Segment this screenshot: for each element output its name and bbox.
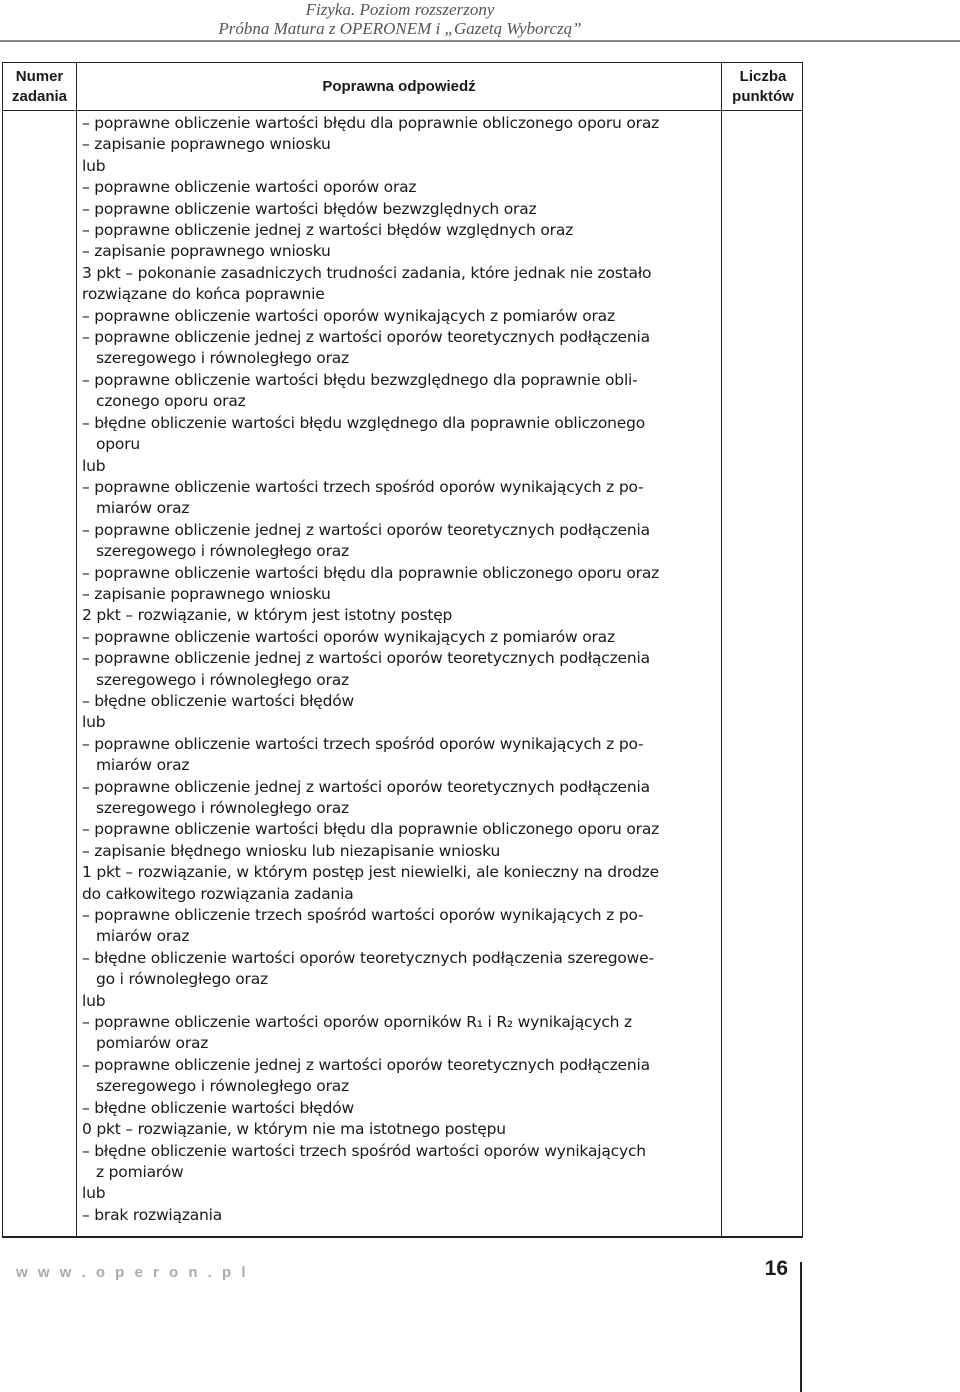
answer-line: – błędne obliczenie wartości trzech spośród wartości oporów wynikających xyxy=(82,1141,646,1160)
answer-line: – zapisanie poprawnego wniosku xyxy=(82,242,331,261)
column-header-line: zadania xyxy=(11,87,68,105)
answer-line: – poprawne obliczenie jednej z wartości błędów względnych oraz xyxy=(82,221,574,240)
answer-line: lub xyxy=(82,991,106,1010)
answer-line: pomiarów oraz xyxy=(96,1034,209,1053)
answer-line: – brak rozwiązania xyxy=(82,1205,223,1224)
page-number: 16 xyxy=(764,1257,788,1280)
answer-line: miarów oraz xyxy=(96,756,190,775)
answer-line: rozwiązane do końca poprawnie xyxy=(82,285,325,304)
page-margin-bar xyxy=(800,1262,802,1392)
answer-line: go i równoległego oraz xyxy=(96,970,268,989)
answer-line: lub xyxy=(82,713,106,732)
column-header-line: Numer xyxy=(15,67,64,85)
answer-line: – błędne obliczenie wartości oporów teoretycznych podłączenia szeregowe- xyxy=(82,948,654,967)
answer-line: szeregowego i równoległego oraz xyxy=(96,1077,349,1096)
header-rule xyxy=(0,40,960,42)
column-header-line: Liczba xyxy=(739,67,787,85)
footer-url: w w w . o p e r o n . p l xyxy=(16,1264,249,1281)
answer-line: – poprawne obliczenie jednej z wartości oporów teoretycznych podłączenia xyxy=(82,1055,650,1074)
column-header-points xyxy=(722,63,804,110)
answer-line: – poprawne obliczenie jednej z wartości oporów teoretycznych podłączenia xyxy=(82,777,650,796)
answer-line: 3 pkt – pokonanie zasadniczych trudności zadania, które jednak nie zostało xyxy=(82,263,652,282)
answer-line: – błędne obliczenie wartości błędów xyxy=(82,691,355,710)
answer-line: – poprawne obliczenie wartości błędu dla poprawnie obliczonego oporu oraz xyxy=(82,820,660,839)
answer-line: – poprawne obliczenie wartości trzech spośród oporów wynikających z po- xyxy=(82,734,644,753)
answer-line: 1 pkt – rozwiązanie, w którym postęp jest niewielki, ale konieczny na drodze xyxy=(82,863,659,882)
answer-line: – poprawne obliczenie wartości oporów oraz xyxy=(82,178,417,197)
answer-line: – poprawne obliczenie wartości oporów wynikających z pomiarów oraz xyxy=(82,306,615,325)
answer-line: z pomiarów xyxy=(96,1162,184,1181)
answer-line: – poprawne obliczenie wartości błędu dla poprawnie obliczonego oporu oraz xyxy=(82,563,660,582)
answer-line: lub xyxy=(82,1184,106,1203)
answer-line: – poprawne obliczenie jednej z wartości oporów teoretycznych podłączenia xyxy=(82,649,650,668)
answer-line: – zapisanie poprawnego wniosku xyxy=(82,135,331,154)
answer-line: – poprawne obliczenie wartości oporów oporników R₁ i R₂ wynikających z xyxy=(82,1013,632,1032)
header-subject: Fizyka. Poziom rozszerzony xyxy=(305,0,495,19)
header-exam-title: Próbna Matura z OPERONEM i „Gazetą Wyborczą” xyxy=(218,19,582,38)
answer-line: – poprawne obliczenie trzech spośród wartości oporów wynikających z po- xyxy=(82,906,644,925)
answer-line: szeregowego i równoległego oraz xyxy=(96,799,349,817)
column-header-task-number xyxy=(3,63,76,110)
answer-line: – błędne obliczenie wartości błędu względnego dla poprawnie obliczonego xyxy=(82,413,645,432)
answer-line: miarów oraz xyxy=(96,499,190,518)
answer-line: lub xyxy=(82,456,106,475)
column-header-correct-answer: Poprawna odpowiedź xyxy=(322,77,476,95)
answer-line: lub xyxy=(82,156,106,175)
answer-line: szeregowego i równoległego oraz xyxy=(96,542,349,561)
answer-line: – poprawne obliczenie wartości błędu bezwzględnego dla poprawnie obli- xyxy=(82,370,638,389)
answer-line: oporu xyxy=(96,435,141,454)
page-header xyxy=(0,0,800,38)
answer-line: – zapisanie poprawnego wniosku xyxy=(82,584,331,603)
answer-line: – poprawne obliczenie jednej z wartości oporów teoretycznych podłączenia xyxy=(82,328,650,347)
answer-line: – poprawne obliczenie wartości błędów bezwzględnych oraz xyxy=(82,199,537,218)
answer-line: miarów oraz xyxy=(96,927,190,946)
answer-line: do całkowitego rozwiązania zadania xyxy=(82,884,354,903)
answer-line: czonego oporu oraz xyxy=(96,392,246,411)
answer-line: 2 pkt – rozwiązanie, w którym jest istotny postęp xyxy=(82,606,453,625)
column-divider xyxy=(721,63,722,1236)
column-divider xyxy=(76,63,77,1236)
answer-line: 0 pkt – rozwiązanie, w którym nie ma istotnego postępu xyxy=(82,1120,506,1139)
answer-line: – zapisanie błędnego wniosku lub niezapisanie wniosku xyxy=(82,841,501,860)
answer-line: – poprawne obliczenie wartości trzech spośród oporów wynikających z po- xyxy=(82,477,644,496)
answer-line: szeregowego i równoległego oraz xyxy=(96,670,349,689)
answer-line: – poprawne obliczenie wartości oporów wynikających z pomiarów oraz xyxy=(82,627,615,646)
answer-line: szeregowego i równoległego oraz xyxy=(96,349,349,368)
answer-line: – poprawne obliczenie jednej z wartości oporów teoretycznych podłączenia xyxy=(82,520,650,539)
answer-text xyxy=(82,113,712,1226)
answer-line: – poprawne obliczenie wartości błędu dla poprawnie obliczonego oporu oraz xyxy=(82,114,660,132)
header-row-divider xyxy=(3,110,802,111)
column-header-line: punktów xyxy=(732,87,794,105)
answer-line: – błędne obliczenie wartości błędów xyxy=(82,1098,355,1117)
